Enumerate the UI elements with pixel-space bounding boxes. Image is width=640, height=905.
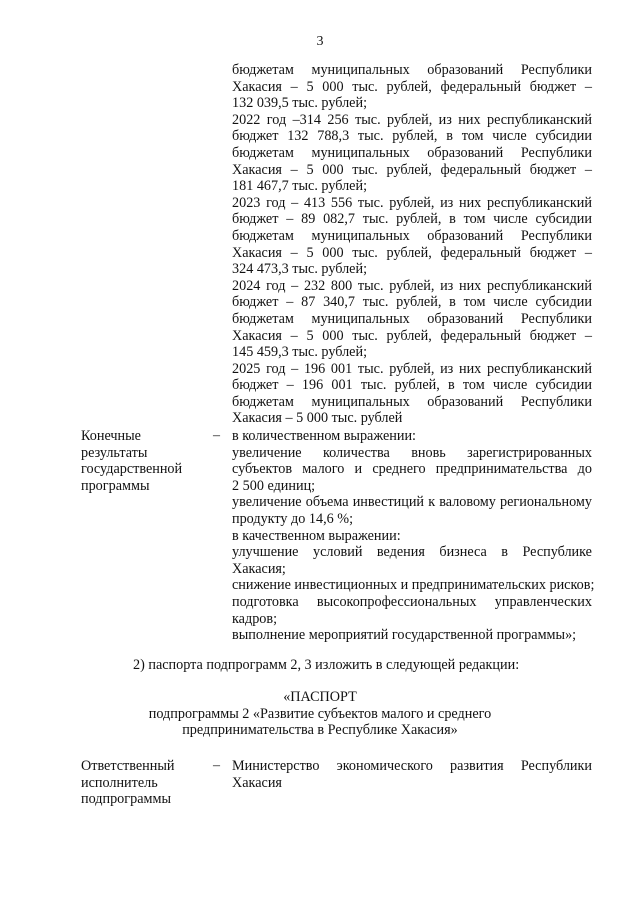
results-line: в количественном выражении:	[232, 428, 416, 444]
funding-line: бюджетам муниципальных образований Республики	[232, 144, 592, 161]
results-line: Хакасия;	[232, 560, 286, 577]
funding-line: бюджетам муниципальных образований Республики	[232, 310, 592, 327]
results-label-line: результаты	[81, 444, 148, 461]
funding-line: Хакасия – 5 000 тыс. рублей, федеральный бюджет –	[232, 161, 592, 178]
results-line: снижение инвестиционных и предпринимательских рисков;	[232, 577, 595, 594]
results-text	[232, 428, 595, 644]
results-line: продукту до 14,6 %;	[232, 510, 354, 527]
results-line: кадров;	[232, 610, 278, 627]
funding-line: бюджет 132 788,3 тыс. рублей, в том числе субсидии	[232, 128, 592, 145]
funding-line: 2022 год –314 256 тыс. рублей, из них республиканский	[232, 111, 592, 128]
responsible-dash: –	[213, 758, 220, 773]
responsible-line: Министерство экономического развития Республики	[232, 758, 592, 774]
funding-line: бюджет – 196 001 тыс. рублей, в том числе субсидии	[232, 377, 592, 394]
funding-line: Хакасия – 5 000 тыс. рублей	[232, 410, 403, 427]
results-line: субъектов малого и среднего предпринимательства до	[232, 461, 592, 478]
funding-text	[232, 62, 592, 427]
funding-line: бюджет – 87 340,7 тыс. рублей, в том числе субсидии	[232, 294, 592, 311]
funding-line: Хакасия – 5 000 тыс. рублей, федеральный бюджет –	[232, 327, 592, 344]
funding-line: бюджетам муниципальных образований Республики	[232, 62, 592, 78]
results-label	[81, 428, 201, 494]
passport-subtitle-line-1: подпрограммы 2 «Развитие субъектов малого и среднего	[148, 706, 492, 722]
passport-title: «ПАСПОРТ	[283, 689, 357, 705]
responsible-text	[232, 758, 592, 791]
funding-line: 145 459,3 тыс. рублей;	[232, 344, 368, 361]
page-number: 3	[316, 34, 324, 49]
responsible-label-line: Ответственный	[81, 758, 175, 774]
responsible-line: Хакасия	[232, 774, 282, 791]
funding-line: 324 473,3 тыс. рублей;	[232, 261, 368, 278]
funding-line: 2024 год – 232 800 тыс. рублей, из них республиканский	[232, 277, 592, 294]
results-label-line: программы	[81, 477, 150, 494]
paragraph-2: 2) паспорта подпрограмм 2, 3 изложить в следующей редакции:	[133, 657, 520, 673]
responsible-label	[81, 758, 201, 808]
responsible-label-line: исполнитель	[81, 774, 158, 791]
funding-line: бюджет – 89 082,7 тыс. рублей, в том числе субсидии	[232, 211, 592, 228]
results-line: подготовка высокопрофессиональных управленческих	[232, 593, 592, 610]
responsible-label-line: подпрограммы	[81, 791, 171, 808]
results-line: 2 500 единиц;	[232, 477, 316, 494]
results-line: в качественном выражении:	[232, 527, 401, 544]
results-line: улучшение условий ведения бизнеса в Республике	[232, 544, 592, 561]
funding-line: 2025 год – 196 001 тыс. рублей, из них республиканский	[232, 360, 592, 377]
funding-line: 181 467,7 тыс. рублей;	[232, 178, 368, 195]
funding-line: Хакасия – 5 000 тыс. рублей, федеральный бюджет –	[232, 78, 592, 95]
results-label-line: государственной	[81, 461, 183, 478]
passport-subtitle-line-2: предпринимательства в Республике Хакасия»	[182, 722, 458, 738]
results-dash: –	[213, 428, 220, 443]
funding-line: 2023 год – 413 556 тыс. рублей, из них республиканский	[232, 194, 592, 211]
results-line: увеличение количества вновь зарегистрированных	[232, 444, 592, 461]
funding-line: бюджетам муниципальных образований Республики	[232, 393, 592, 410]
funding-line: бюджетам муниципальных образований Республики	[232, 227, 592, 244]
results-line: увеличение объема инвестиций к валовому региональному	[232, 494, 592, 511]
funding-line: 132 039,5 тыс. рублей;	[232, 95, 368, 112]
results-label-line: Конечные	[81, 428, 141, 444]
funding-line: Хакасия – 5 000 тыс. рублей, федеральный бюджет –	[232, 244, 592, 261]
results-line: выполнение мероприятий государственной программы»;	[232, 627, 577, 644]
